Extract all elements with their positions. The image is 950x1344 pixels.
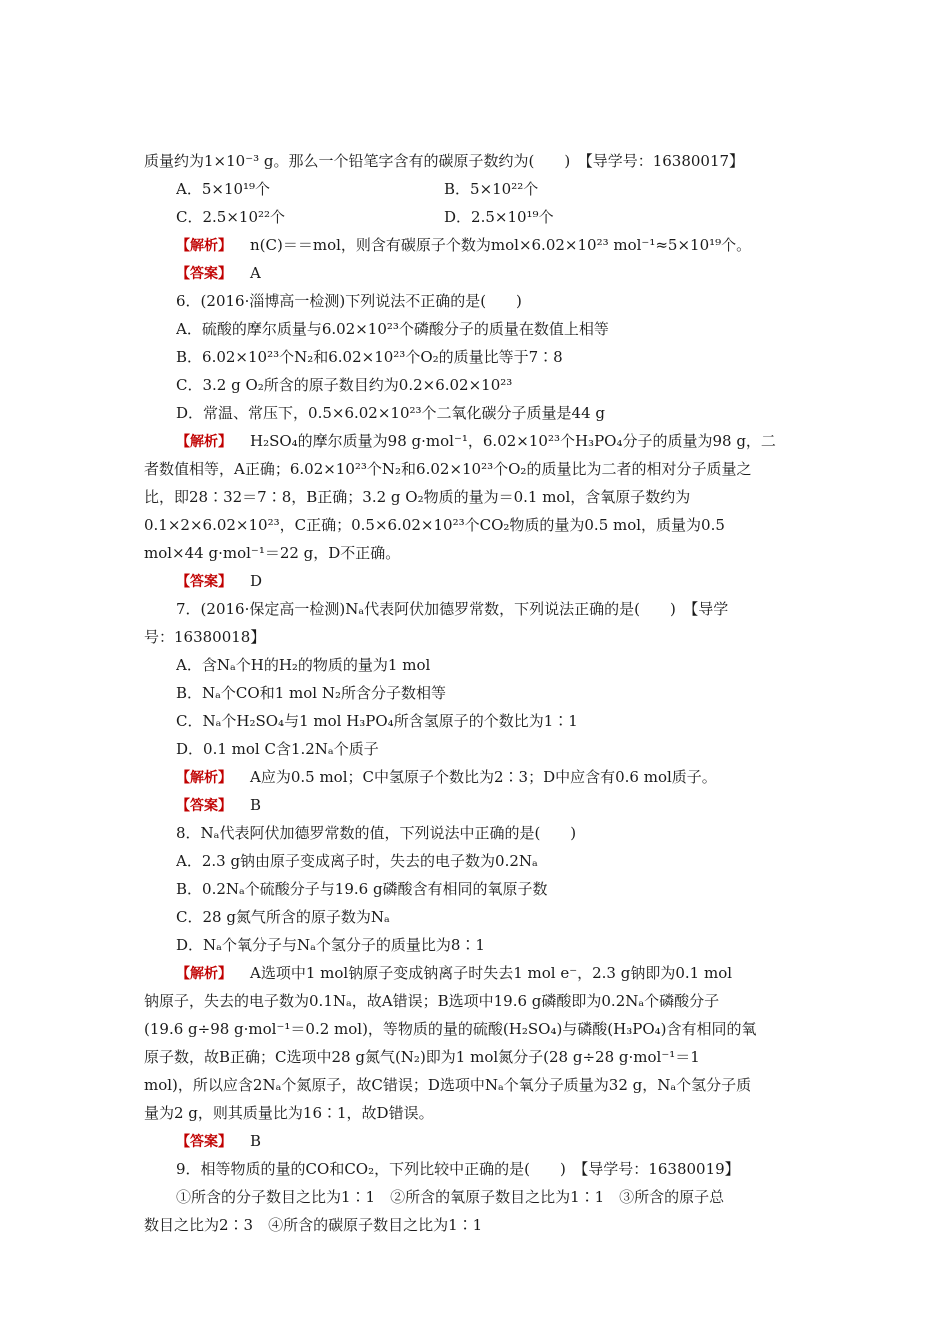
analysis-tag: 【解析】: [176, 770, 232, 786]
option-row: [176, 207, 812, 227]
analysis-line: [176, 431, 812, 451]
answer-line: [176, 263, 812, 283]
statement-line: ①所含的分子数目之比为1∶1 ②所含的氧原子数目之比为1∶1 ③所含的原子总: [176, 1188, 725, 1206]
answer-tag: 【答案】: [176, 574, 232, 590]
option-b: B．5×10²²个: [444, 180, 539, 198]
analysis-text: (19.6 g÷98 g·mol⁻¹＝0.2 mol)，等物质的量的硫酸(H₂SO₄)与磷酸(H₃PO₄)含有相同的氧: [144, 1020, 757, 1038]
analysis-tag: 【解析】: [176, 966, 232, 982]
analysis-tag: 【解析】: [176, 238, 232, 254]
option-c: C．28 g氮气所含的原子数为Nₐ: [176, 908, 390, 926]
answer-line: [176, 571, 812, 591]
answer-value: A: [250, 264, 261, 282]
answer-tag: 【答案】: [176, 1134, 232, 1150]
option-b: B．6.02×10²³个N₂和6.02×10²³个O₂的质量比等于7∶8: [176, 348, 563, 366]
option-d: D．Nₐ个氧分子与Nₐ个氢分子的质量比为8∶1: [176, 936, 485, 954]
option-d: D．2.5×10¹⁹个: [444, 208, 554, 226]
analysis-text: 钠原子，失去的电子数为0.1Nₐ，故A错误；B选项中19.6 g磷酸即为0.2Nₐ个磷酸分子: [144, 992, 720, 1010]
question-stem: 6．(2016·淄博高一检测)下列说法不正确的是( ): [176, 292, 522, 310]
answer-line: [176, 1131, 812, 1151]
analysis-text: 比，即28∶32＝7∶8，B正确；3.2 g O₂物质的量为＝0.1 mol，含氧原子数约为: [144, 488, 691, 506]
answer-value: B: [250, 1132, 262, 1150]
option-c: C．Nₐ个H₂SO₄与1 mol H₃PO₄所含氢原子的个数比为1∶1: [176, 712, 578, 730]
option-a: A．硫酸的摩尔质量与6.02×10²³个磷酸分子的质量在数值上相等: [176, 320, 609, 338]
analysis-line: [176, 235, 812, 255]
question-stem: 9．相等物质的量的CO和CO₂，下列比较中正确的是( ) 【导学号：16380019】: [176, 1160, 740, 1178]
analysis-text: 者数值相等，A正确；6.02×10²³个N₂和6.02×10²³个O₂的质量比为二者的相对分子质量之: [144, 460, 752, 478]
question-stem: 8．Nₐ代表阿伏加德罗常数的值，下列说法中正确的是( ): [176, 824, 577, 842]
analysis-text: n(C)＝＝mol，则含有碳原子个数为mol×6.02×10²³ mol⁻¹≈5×10¹⁹个。: [250, 236, 752, 254]
text-line: 质量约为1×10⁻³ g。那么一个铅笔字含有的碳原子数约为( ) 【导学号：16380017】: [144, 152, 745, 170]
analysis-line: [176, 767, 812, 787]
analysis-text: 0.1×2×6.02×10²³，C正确；0.5×6.02×10²³个CO₂物质的量为0.5 mol，质量为0.5: [144, 516, 725, 534]
answer-value: B: [250, 796, 262, 814]
analysis-text: A选项中1 mol钠原子变成钠离子时失去1 mol e⁻，2.3 g钠即为0.1 mol: [250, 964, 733, 982]
answer-line: [176, 795, 812, 815]
option-d: D．0.1 mol C含1.2Nₐ个质子: [176, 740, 379, 758]
analysis-text: A应为0.5 mol；C中氢原子个数比为2∶3；D中应含有0.6 mol质子。: [250, 768, 717, 786]
option-a: A．2.3 g钠由原子变成离子时，失去的电子数为0.2Nₐ: [176, 852, 538, 870]
analysis-text: mol)，所以应含2Nₐ个氮原子，故C错误；D选项中Nₐ个氧分子质量为32 g，Nₐ个氢分子质: [144, 1076, 752, 1094]
option-b: B．Nₐ个CO和1 mol N₂所含分子数相等: [176, 684, 446, 702]
analysis-text: mol×44 g·mol⁻¹＝22 g，D不正确。: [144, 544, 401, 562]
answer-tag: 【答案】: [176, 266, 232, 282]
question-stem: 7．(2016·保定高一检测)Nₐ代表阿伏加德罗常数，下列说法正确的是( ) 【导学: [176, 600, 729, 618]
analysis-text: 量为2 g，则其质量比为16∶1，故D错误。: [144, 1104, 434, 1122]
option-b: B．0.2Nₐ个硫酸分子与19.6 g磷酸含有相同的氧原子数: [176, 880, 548, 898]
option-row: [176, 179, 812, 199]
analysis-tag: 【解析】: [176, 434, 232, 450]
analysis-text: H₂SO₄的摩尔质量为98 g·mol⁻¹，6.02×10²³个H₃PO₄分子的质量为98 g，二: [250, 432, 776, 450]
answer-tag: 【答案】: [176, 798, 232, 814]
answer-value: D: [250, 572, 263, 590]
option-c: C．3.2 g O₂所含的原子数目约为0.2×6.02×10²³: [176, 376, 513, 394]
analysis-text: 原子数，故B正确；C选项中28 g氮气(N₂)即为1 mol氮分子(28 g÷28 g·mol⁻¹＝1: [144, 1048, 700, 1066]
option-d: D．常温、常压下，0.5×6.02×10²³个二氧化碳分子质量是44 g: [176, 404, 605, 422]
option-a: A．5×10¹⁹个: [176, 180, 271, 198]
option-c: C．2.5×10²²个: [176, 208, 286, 226]
question-stem: 号：16380018】: [144, 628, 266, 646]
analysis-line: [176, 963, 812, 983]
statement-line: 数目之比为2∶3 ④所含的碳原子数目之比为1∶1: [144, 1216, 483, 1234]
option-a: A．含Nₐ个H的H₂的物质的量为1 mol: [176, 656, 431, 674]
